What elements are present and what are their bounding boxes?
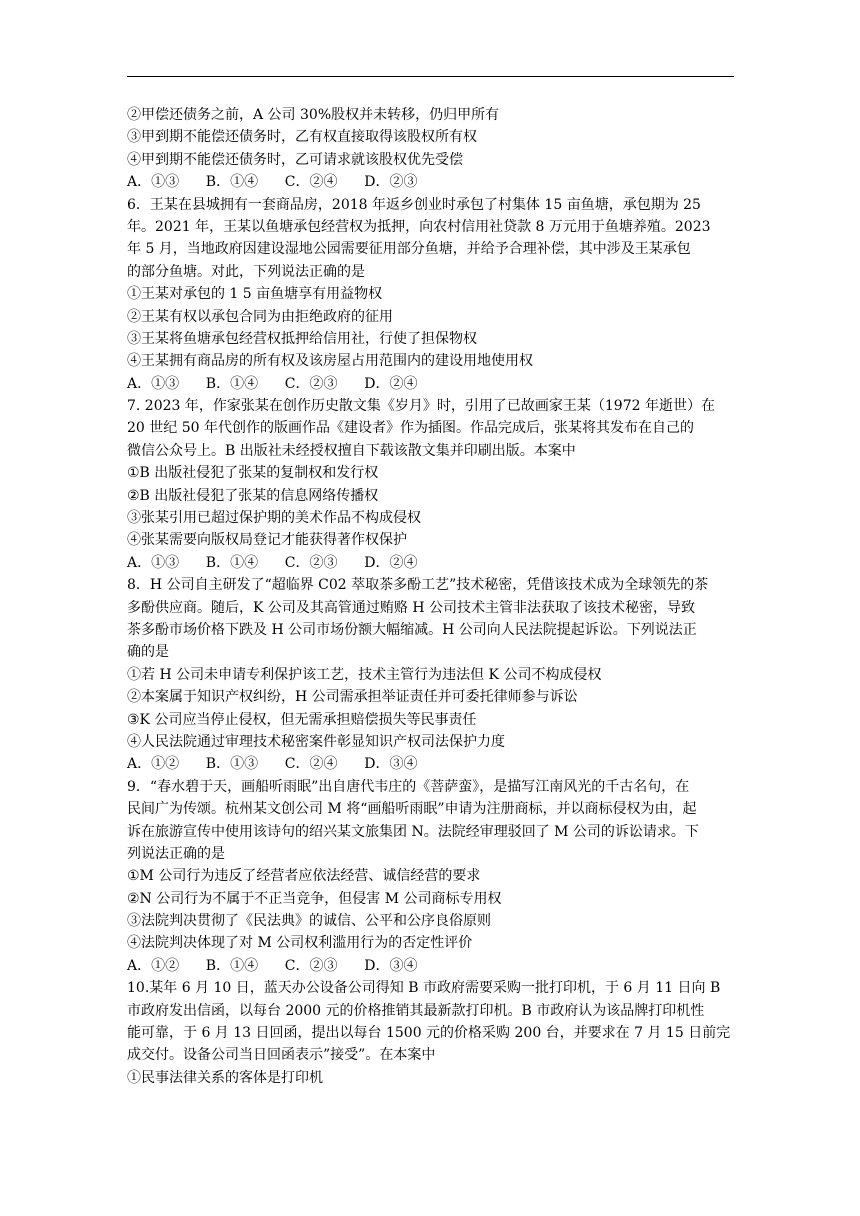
option-line: ①王某对承包的 1 5 亩鱼塘享有用益物权 [127, 286, 383, 303]
option-line: ①民事法律关系的客体是打印机 [127, 1069, 323, 1086]
question-6-text: 年。2021 年，王某以鱼塘承包经营权为抵押，向农村信用社贷款 8 万元用于鱼塘养殖。2023 [127, 218, 711, 235]
document-body [127, 104, 737, 1089]
question-7-text: 微信公众号上。B 出版社未经授权擅自下载该散文集并印刷出版。本案中 [127, 442, 576, 459]
option-line: ④法院判决体现了对 M 公司权利滥用行为的否定性评价 [127, 935, 473, 952]
question-6-text: 的部分鱼塘。对此，下列说法正确的是 [127, 263, 365, 280]
question-9-text: 诉在旅游宣传中使用该诗句的绍兴某文旅集团 N。法院经审理驳回了 M 公司的诉讼请求。下 [127, 823, 699, 840]
answer-choices: A．①② B．①③ C．②④ D．③④ [127, 756, 418, 773]
question-7-text: 20 世纪 50 年代创作的版画作品《建设者》作为插图。作品完成后，张某将其发布在自己的 [127, 420, 694, 437]
option-line: ①B 出版社侵犯了张某的复制权和发行权 [127, 465, 379, 482]
question-6-text: 年 5 月，当地政府因建设湿地公园需要征用部分鱼塘，并给予合理补偿，其中涉及王某承包 [127, 241, 691, 258]
option-line: ③K 公司应当停止侵权，但无需承担赔偿损失等民事责任 [127, 711, 477, 728]
option-line: ②N 公司行为不属于不正当竞争，但侵害 M 公司商标专用权 [127, 890, 502, 907]
option-line: ②本案属于知识产权纠纷，H 公司需承担举证责任并可委托律师参与诉讼 [127, 689, 578, 706]
question-8-text: 多酚供应商。随后，K 公司及其高管通过贿赂 H 公司技术主管非法获取了该技术秘密，导致 [127, 599, 696, 616]
answer-choices: A．①③ B．①④ C．②③ D．②④ [127, 554, 418, 571]
option-line: ①M 公司行为违反了经营者应依法经营、诚信经营的要求 [127, 868, 481, 885]
option-line: ④甲到期不能偿还债务时，乙可请求就该股权优先受偿 [127, 151, 463, 168]
question-8-text: 8．H 公司自主研发了“超临界 C02 萃取茶多酚工艺”技术秘密，凭借该技术成为全球领先的茶 [127, 577, 709, 594]
option-line: ③法院判决贯彻了《民法典》的诚信、公平和公序良俗原则 [127, 913, 491, 930]
question-10-text: 成交付。设备公司当日回函表示”接受”。在本案中 [127, 1047, 436, 1064]
question-9-text: 9．“春水碧于天，画船听雨眠”出自唐代韦庄的《菩萨蛮》，是描写江南风光的千古名句，在 [127, 778, 690, 795]
answer-choices: A．①② B．①④ C．②③ D．③④ [127, 957, 418, 974]
option-line: ③甲到期不能偿还债务时，乙有权直接取得该股权所有权 [127, 129, 477, 146]
question-10-text: 能可靠，于 6 月 13 日回函，提出以每台 1500 元的价格采购 200 台，并要求在 7 月 15 日前完 [127, 1025, 731, 1042]
option-line: ③王某将鱼塘承包经营权抵押给信用社，行使了担保物权 [127, 330, 477, 347]
question-8-text: 确的是 [127, 644, 169, 661]
option-line: ④王某拥有商品房的所有权及该房屋占用范围内的建设用地使用权 [127, 353, 533, 370]
option-line: ②B 出版社侵犯了张某的信息网络传播权 [127, 487, 379, 504]
question-6-text: 6．王某在县城拥有一套商品房，2018 年返乡创业时承包了村集体 15 亩鱼塘，承包期为 25 [127, 196, 701, 213]
question-7-text: 7. 2023 年，作家张某在创作历史散文集《岁月》时，引用了已故画家王某（1972 年逝世）在 [127, 398, 715, 415]
header-rule [127, 76, 734, 77]
option-line: ④人民法院通过审理技术秘密案件彰显知识产权司法保护力度 [127, 733, 505, 750]
option-line: ③张某引用已超过保护期的美术作品不构成侵权 [127, 510, 421, 527]
question-10-text: 10.某年 6 月 10 日，蓝天办公设备公司得知 B 市政府需要采购一批打印机，于 6 月 11 日向 B [127, 980, 721, 997]
option-line: ①若 H 公司未申请专利保护该工艺，技术主管行为违法但 K 公司不构成侵权 [127, 666, 602, 683]
option-line: ②甲偿还债务之前，A 公司 30%股权并未转移，仍归甲所有 [127, 107, 500, 123]
question-10-text: 市政府发出信函，以每台 2000 元的价格推销其最新款打印机。B 市政府认为该品牌打印机性 [127, 1002, 705, 1019]
option-line: ④张某需要向版权局登记才能获得著作权保护 [127, 532, 407, 549]
question-8-text: 茶多酚市场价格下跌及 H 公司市场份额大幅缩减。H 公司向人民法院提起诉讼。下列说法正 [127, 621, 697, 638]
question-9-text: 民间广为传颂。杭州某文创公司 M 将“画船听雨眠”申请为注册商标，并以商标侵权为由，起 [127, 801, 697, 818]
answer-choices: A．①③ B．①④ C．②③ D．②④ [127, 375, 418, 392]
option-line: ②王某有权以承包合同为由拒绝政府的征用 [127, 308, 393, 325]
answer-choices: A．①③ B．①④ C．②④ D．②③ [127, 174, 418, 191]
question-9-text: 列说法正确的是 [127, 845, 225, 862]
